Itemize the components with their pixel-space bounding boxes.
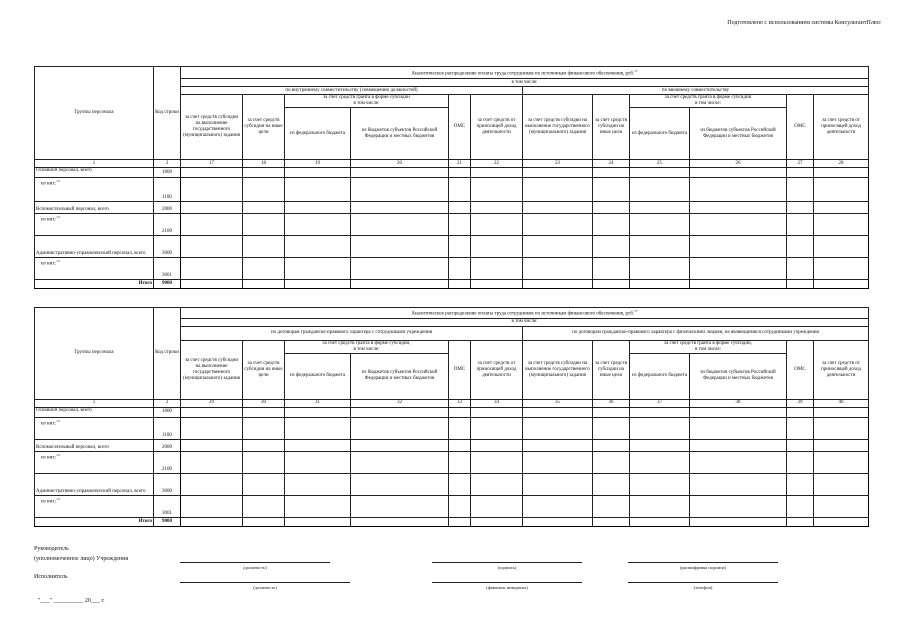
group-external: по внешнему совместительству xyxy=(523,87,869,95)
table-row: из них:$^{13}$ 3001 xyxy=(35,495,869,517)
group-gph-external: по договорам гражданско-правового характера с физическими лицами, не являющимися сотрудниками учреждения xyxy=(523,326,869,340)
signature-caption: (подпись) xyxy=(497,565,517,570)
table-header-title: Аналитическое распределение оплаты труда сотрудников по источникам финансового обеспечения, руб.$^{17}$ xyxy=(181,67,869,79)
executor-name-line[interactable] xyxy=(432,582,582,583)
executor-position-line[interactable] xyxy=(180,582,350,583)
decoding-line[interactable] xyxy=(628,562,778,563)
in-that-number: в том числе: xyxy=(181,318,869,326)
consultant-note: Подготовлено с использованием системы КонсультантПлюс xyxy=(727,20,881,26)
sub-other-b: за счет средств субсидии на иные цели xyxy=(593,340,630,399)
signature-line[interactable] xyxy=(432,562,582,563)
sub-income-b: за счет средств от приносящей доход деятельности xyxy=(814,340,869,399)
table-row: из них:$^{13}$ 2100 xyxy=(35,214,869,236)
sub-federal-b: из федерального бюджета xyxy=(630,108,690,160)
table-row: Основной персонал, всего 1000 xyxy=(35,168,869,178)
table-header-title: Аналитическое распределение оплаты труда сотрудников по источникам финансового обеспечения, руб.$^{17}$ xyxy=(181,308,869,319)
sub-grant: за счет средств гранта в форме субсидии в том числе: xyxy=(285,95,449,108)
sub-regional: из бюджетов субъектов Российской Федерации и местных бюджетов xyxy=(351,353,449,399)
sub-municipal: за счет средств субсидии на выполнение государственного (муниципального) задания xyxy=(181,340,243,399)
sub-other: за счет средств субсидии на иные цели xyxy=(243,340,285,399)
sub-regional-b: из бюджетов субъектов Российской Федерации и местных бюджетов xyxy=(690,108,787,160)
sub-oms: ОМС xyxy=(449,95,471,160)
total-row: Итого 9000 xyxy=(35,517,869,526)
sub-municipal-b: за счет средств субсидии на выполнение государственного (муниципального) задания xyxy=(523,340,593,399)
sub-grant-b: за счет средств гранта в форме субсидии, в том числе: xyxy=(630,340,787,353)
sub-municipal-b: за счет средств субсидии на выполнение государственного (муниципального) задания xyxy=(523,95,593,160)
table-row: из них:$^{13}$ 2100 xyxy=(35,451,869,473)
position-caption: (должность) xyxy=(243,565,267,570)
col-groups: Группы персонала xyxy=(35,308,154,400)
col-groups: Группы персонала xyxy=(35,67,154,160)
sub-federal-b: из федерального бюджета xyxy=(630,353,690,399)
sub-other: за счет средств субсидии на иные цели xyxy=(243,95,285,160)
sub-other-b: за счет средств субсидии на иные цели xyxy=(593,95,630,160)
head-label: Руководитель xyxy=(34,546,69,552)
group-internal: по внутреннему совместительству (совмещению должностей) xyxy=(181,87,523,95)
analytics-table-1 xyxy=(34,66,869,289)
sub-regional-b: из бюджетов субъектов Российской Федерации и местных бюджетов xyxy=(690,353,787,399)
table-row: из них:$^{13}$ 3001 xyxy=(35,258,869,280)
sub-grant: за счет средств гранта в форме субсидии, в том числе: xyxy=(285,340,449,353)
group-gph-employees: по договорам гражданско-правового характера с сотрудниками учреждения xyxy=(181,326,523,340)
position-line[interactable] xyxy=(180,562,330,563)
phone-caption: (телефон) xyxy=(693,585,713,590)
table-row: Вспомогательный персонал, всего 2000 xyxy=(35,202,869,214)
sub-oms-b: ОМС xyxy=(787,95,814,160)
sub-income: за счет средств от приносящей доход деятельности xyxy=(471,95,523,160)
in-that-number: в том числе: xyxy=(181,79,869,87)
analytics-table-2 xyxy=(34,307,869,527)
table-row: из них:$^{13}$ 1100 xyxy=(35,417,869,439)
sub-federal: из федерального бюджета xyxy=(285,353,351,399)
col-code: Код строки xyxy=(154,308,181,400)
table-row: Вспомогательный персонал, всего 2000 xyxy=(35,439,869,451)
sub-federal: из федерального бюджета xyxy=(285,108,351,160)
decoding-caption: (расшифровка подписи) xyxy=(680,565,726,570)
table-row: Административно-управленческий персонал, всего 3000 xyxy=(35,473,869,495)
column-numbers-row: 1 2 17 18 19 20 21 22 23 24 25 26 27 28 xyxy=(35,160,869,168)
table-row: Основной персонал, всего 1000 xyxy=(35,407,869,417)
head-sub-label: (уполномоченное лицо) Учреждения xyxy=(34,556,129,562)
table-row: из них:$^{13}$ 1100 xyxy=(35,178,869,202)
table-row: Административно-управленческий персонал, всего 3000 xyxy=(35,236,869,258)
col-code: Код строки xyxy=(154,67,181,160)
sub-oms-b: ОМС xyxy=(787,340,814,399)
sub-grant-b: за счет средств гранта в форме субсидии в том числе: xyxy=(630,95,787,108)
executor-name-caption: (фамилия, инициалы) xyxy=(486,585,528,590)
sub-oms: ОМС xyxy=(449,340,471,399)
executor-label: Исполнитель xyxy=(34,574,68,580)
executor-position-caption: (должность) xyxy=(253,585,277,590)
sub-regional: из бюджетов субъектов Российской Федерации и местных бюджетов xyxy=(351,108,449,160)
sub-income-b: за счет средств от приносящей доход деятельности xyxy=(814,95,869,160)
total-row: Итого 9000 xyxy=(35,280,869,289)
sub-municipal: за счет средств субсидии на выполнение государственного (муниципального) задания xyxy=(181,95,243,160)
sub-income: за счет средств от приносящей доход деятельности xyxy=(471,340,523,399)
column-numbers-row: 1 2 29 30 31 32 33 34 35 36 37 38 39 40 xyxy=(35,399,869,407)
phone-line[interactable] xyxy=(628,582,778,583)
date-field[interactable]: "___" __________ 20___ г. xyxy=(38,598,105,604)
